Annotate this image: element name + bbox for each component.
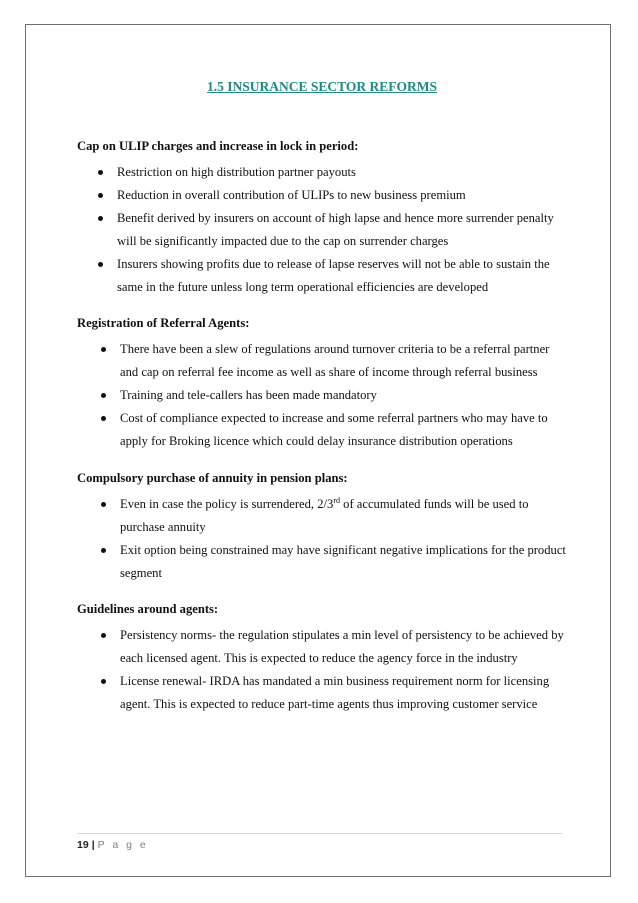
list-item: There have been a slew of regulations around turnover criteria to be a referral partner and cap on referral fee income as well as share of income through referral business (77, 338, 567, 384)
bullet-icon (98, 170, 103, 175)
bullet-list (77, 161, 567, 299)
section-heading: Cap on ULIP charges and increase in lock in period: (77, 139, 359, 153)
page-label: P a g e (97, 839, 149, 851)
list-item: Even in case the policy is surrendered, 2/3rd of accumulated funds will be used to purchase annuity (77, 493, 567, 539)
section-agent-guidelines (77, 600, 567, 716)
page-footer (77, 839, 148, 851)
list-item: Exit option being constrained may have significant negative implications for the product segment (77, 539, 567, 585)
bullet-icon (101, 633, 106, 638)
bullet-list (77, 493, 567, 585)
list-item: Persistency norms- the regulation stipulates a min level of persistency to be achieved by each licensed agent. This is expected to reduce the agency force in the industry (77, 624, 567, 670)
list-item: Cost of compliance expected to increase and some referral partners who may have to apply for Broking licence which could delay insurance distribution operations (77, 407, 567, 453)
bullet-list (77, 624, 567, 716)
bullet-icon (98, 216, 103, 221)
bullet-icon (101, 393, 106, 398)
section-annuity-pension (77, 469, 567, 585)
section-heading: Guidelines around agents: (77, 602, 219, 616)
footer-separator: | (91, 839, 95, 851)
bullet-icon (98, 262, 103, 267)
footer-divider (77, 833, 562, 834)
section-ulip-charges (77, 137, 567, 299)
list-item: Reduction in overall contribution of ULIPs to new business premium (77, 184, 567, 207)
section-referral-agents (77, 314, 567, 453)
list-item: Restriction on high distribution partner payouts (77, 161, 567, 184)
page-title: 1.5 INSURANCE SECTOR REFORMS (206, 79, 438, 94)
bullet-icon (101, 347, 106, 352)
page-number: 19 (77, 839, 89, 851)
section-heading: Compulsory purchase of annuity in pension plans: (77, 471, 348, 485)
list-item: Training and tele-callers has been made mandatory (77, 384, 567, 407)
list-item: License renewal- IRDA has mandated a min business requirement norm for licensing agent. This is expected to reduce part-time agents thus improving customer service (77, 670, 567, 716)
list-item: Benefit derived by insurers on account of high lapse and hence more surrender penalty will be significantly impacted due to the cap on surrender charges (77, 207, 567, 253)
bullet-icon (101, 679, 106, 684)
section-heading: Registration of Referral Agents: (77, 316, 250, 330)
bullet-icon (101, 548, 106, 553)
bullet-icon (101, 502, 106, 507)
bullet-icon (98, 193, 103, 198)
bullet-icon (101, 416, 106, 421)
bullet-list (77, 338, 567, 453)
list-item: Insurers showing profits due to release of lapse reserves will not be able to sustain the same in the future unless long term operational efficiencies are developed (77, 253, 567, 299)
